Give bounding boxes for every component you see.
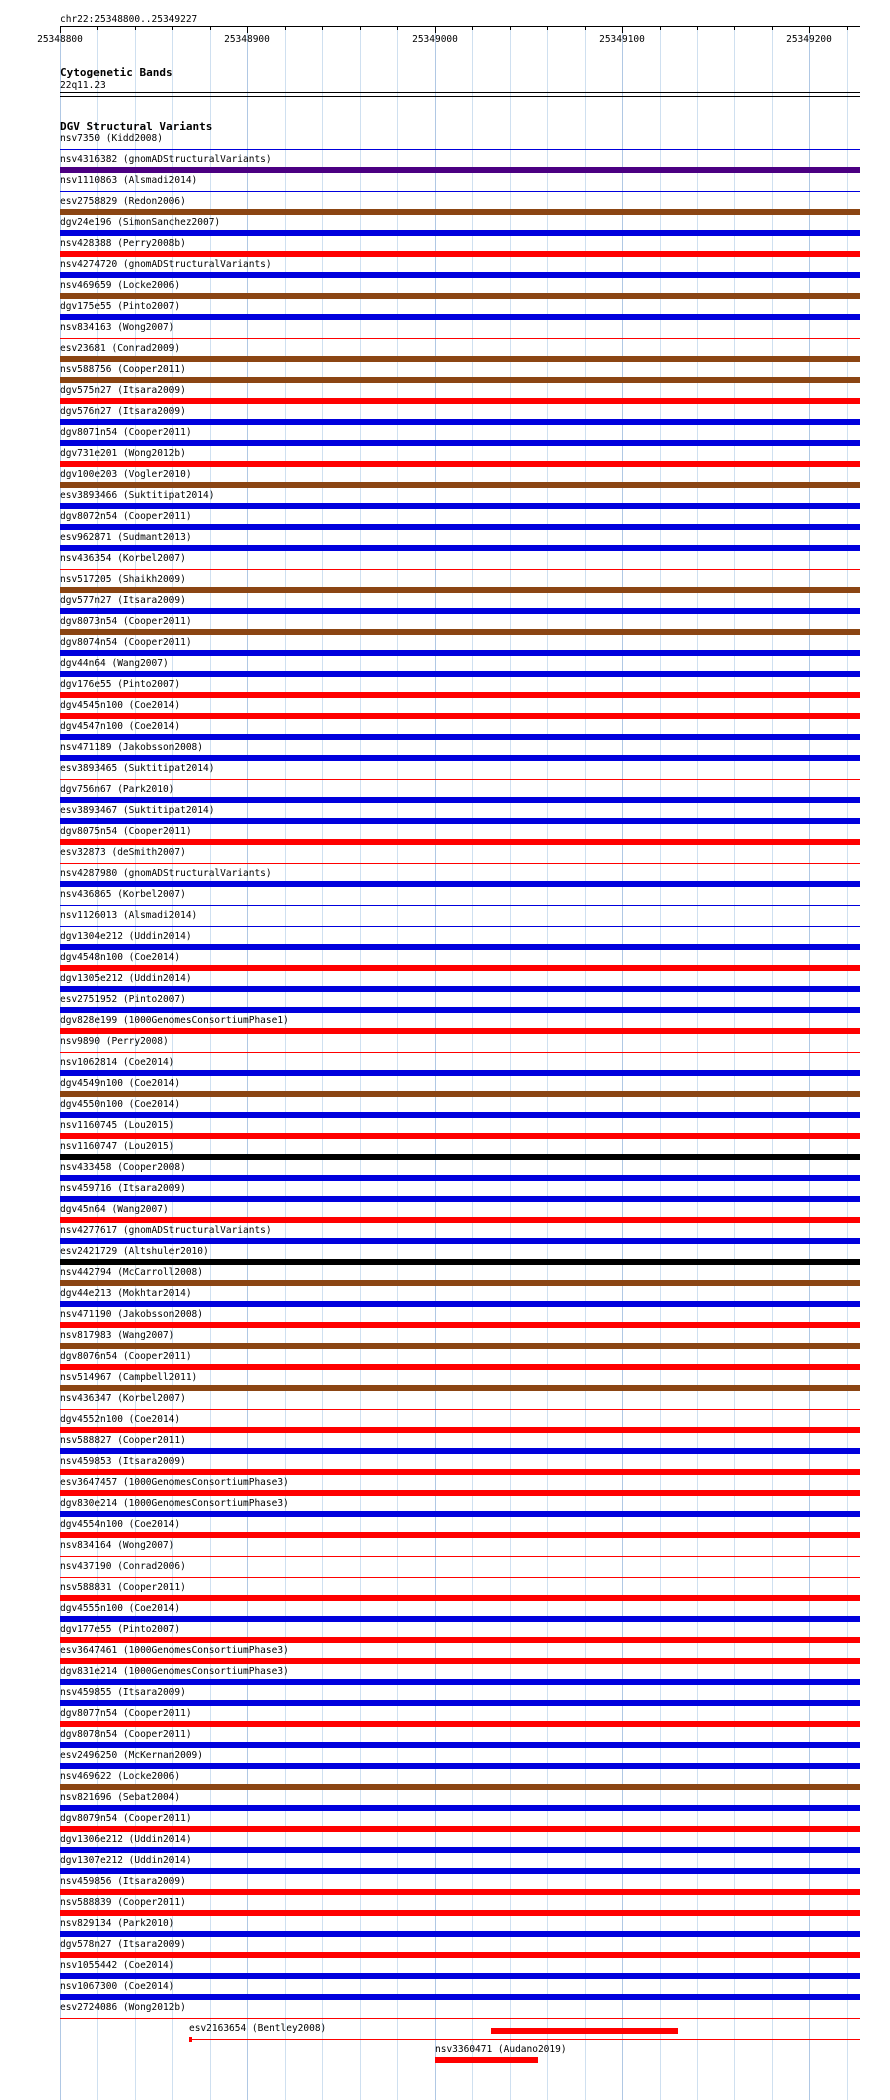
feature-line[interactable] [60,1409,860,1410]
feature-bar[interactable] [60,293,860,299]
feature-label[interactable]: dgv8078n54 (Cooper2011) [60,1729,192,1740]
feature-bar[interactable] [60,881,860,887]
feature-label[interactable]: nsv1110863 (Alsmadi2014) [60,175,198,186]
feature-label[interactable]: dgv8079n54 (Cooper2011) [60,1813,192,1824]
feature-line[interactable] [60,779,860,780]
feature-bar[interactable] [60,1154,860,1160]
feature-label[interactable]: nsv436354 (Korbel2007) [60,553,186,564]
feature-label[interactable]: nsv428388 (Perry2008b) [60,238,186,249]
feature-bar[interactable] [60,818,860,824]
feature-label[interactable]: nsv588756 (Cooper2011) [60,364,186,375]
feature-bar[interactable] [60,230,860,236]
feature-label[interactable]: nsv459856 (Itsara2009) [60,1876,186,1887]
feature-label[interactable]: dgv1307e212 (Uddin2014) [60,1855,192,1866]
feature-label[interactable]: dgv4555n100 (Coe2014) [60,1603,181,1614]
feature-bar[interactable] [60,251,860,257]
feature-bar[interactable] [60,1973,860,1979]
feature-label[interactable]: esv32873 (deSmith2007) [60,847,186,858]
feature-bar[interactable] [60,1784,860,1790]
feature-bar[interactable] [60,1133,860,1139]
feature-bar[interactable] [60,587,860,593]
feature-label[interactable]: dgv1305e212 (Uddin2014) [60,973,192,984]
feature-label[interactable]: esv2751952 (Pinto2007) [60,994,186,1005]
feature-label[interactable]: dgv8077n54 (Cooper2011) [60,1708,192,1719]
feature-label[interactable]: dgv176e55 (Pinto2007) [60,679,181,690]
feature-bar[interactable] [60,1910,860,1916]
feature-label[interactable]: dgv577n27 (Itsara2009) [60,595,186,606]
feature-bar[interactable] [60,608,860,614]
feature-label[interactable]: esv3893466 (Suktitipat2014) [60,490,215,501]
feature-label[interactable]: dgv731e201 (Wong2012b) [60,448,186,459]
feature-bar[interactable] [60,1070,860,1076]
feature-label[interactable]: dgv177e55 (Pinto2007) [60,1624,181,1635]
feature-label[interactable]: nsv829134 (Park2010) [60,1918,175,1929]
feature-bar[interactable] [60,1889,860,1895]
ruler-tick-label: 25348900 [224,34,270,45]
ruler-tick [585,26,586,30]
cytoband-line-bottom [60,96,860,97]
feature-label[interactable]: nsv471189 (Jakobsson2008) [60,742,203,753]
feature-bar[interactable] [60,377,860,383]
feature-bar[interactable] [60,1385,860,1391]
ruler-tick [660,26,661,30]
feature-label[interactable]: nsv821696 (Sebat2004) [60,1792,181,1803]
ruler-tick [172,26,173,30]
feature-label[interactable]: dgv1306e212 (Uddin2014) [60,1834,192,1845]
ruler-tick-label: 25349200 [786,34,832,45]
feature-label[interactable]: esv2724086 (Wong2012b) [60,2002,186,2013]
feature-label[interactable]: esv2163654 (Bentley2008) [189,2023,327,2034]
feature-label[interactable]: dgv44n64 (Wang2007) [60,658,169,669]
feature-label[interactable]: esv2496250 (McKernan2009) [60,1750,203,1761]
feature-line[interactable] [60,191,860,192]
ruler-tick [697,26,698,30]
feature-label[interactable]: nsv588831 (Cooper2011) [60,1582,186,1593]
feature-line[interactable] [60,149,860,150]
feature-bar[interactable] [60,1238,860,1244]
feature-bar[interactable] [60,1259,860,1265]
feature-bar[interactable] [60,1952,860,1958]
location-label: chr22:25348800..25349227 [60,14,198,25]
feature-bar[interactable] [60,545,860,551]
feature-label[interactable]: nsv834164 (Wong2007) [60,1540,175,1551]
feature-label[interactable]: esv3647461 (1000GenomesConsortiumPhase3) [60,1645,289,1656]
feature-bar[interactable] [60,1868,860,1874]
feature-label[interactable]: nsv4316382 (gnomADStructuralVariants) [60,154,272,165]
feature-line[interactable] [60,338,860,339]
cytoband-line-top [60,92,860,93]
feature-bar[interactable] [60,1028,860,1034]
feature-bar[interactable] [60,1427,860,1433]
feature-label[interactable]: nsv442794 (McCarroll2008) [60,1267,203,1278]
feature-label[interactable]: dgv831e214 (1000GenomesConsortiumPhase3) [60,1666,289,1677]
feature-bar[interactable] [60,692,860,698]
feature-label[interactable]: dgv4550n100 (Coe2014) [60,1099,181,1110]
ruler-tick [847,26,848,30]
feature-label[interactable]: nsv471190 (Jakobsson2008) [60,1309,203,1320]
ruler-tick [360,26,361,30]
feature-bar[interactable] [60,1364,860,1370]
feature-label[interactable]: nsv1126013 (Alsmadi2014) [60,910,198,921]
feature-label[interactable]: dgv8074n54 (Cooper2011) [60,637,192,648]
ruler-tick [510,26,511,30]
ruler-tick [472,26,473,30]
feature-bar[interactable] [60,650,860,656]
ruler-tick [247,26,248,33]
feature-label[interactable]: nsv1160745 (Lou2015) [60,1120,175,1131]
feature-bar[interactable] [60,356,860,362]
feature-bar[interactable] [60,1679,860,1685]
feature-bar[interactable] [60,1301,860,1307]
feature-bar[interactable] [491,2028,678,2034]
feature-label[interactable]: nsv588827 (Cooper2011) [60,1435,186,1446]
feature-label[interactable]: nsv1055442 (Coe2014) [60,1960,175,1971]
feature-bar[interactable] [189,2037,192,2042]
feature-label[interactable]: dgv828e199 (1000GenomesConsortiumPhase1) [60,1015,289,1026]
feature-label[interactable]: dgv8075n54 (Cooper2011) [60,826,192,837]
feature-bar[interactable] [60,797,860,803]
feature-label[interactable]: dgv578n27 (Itsara2009) [60,1939,186,1950]
feature-bar[interactable] [60,1658,860,1664]
feature-bar[interactable] [60,1847,860,1853]
feature-bar[interactable] [60,209,860,215]
ruler-tick [435,26,436,33]
feature-bar[interactable] [60,482,860,488]
feature-label[interactable]: dgv4545n100 (Coe2014) [60,700,181,711]
ruler-tick [135,26,136,30]
feature-label[interactable]: dgv175e55 (Pinto2007) [60,301,181,312]
feature-label[interactable]: esv3893465 (Suktitipat2014) [60,763,215,774]
feature-bar[interactable] [60,272,860,278]
feature-label[interactable]: dgv4549n100 (Coe2014) [60,1078,181,1089]
feature-label[interactable]: esv23681 (Conrad2009) [60,343,181,354]
feature-label[interactable]: dgv576n27 (Itsara2009) [60,406,186,417]
feature-bar[interactable] [60,1721,860,1727]
ruler-tick [397,26,398,30]
ruler-tick [809,26,810,33]
feature-label[interactable]: esv3647457 (1000GenomesConsortiumPhase3) [60,1477,289,1488]
feature-label[interactable]: nsv588839 (Cooper2011) [60,1897,186,1908]
feature-label[interactable]: nsv459716 (Itsara2009) [60,1183,186,1194]
feature-line[interactable] [60,863,860,864]
feature-bar[interactable] [60,1805,860,1811]
feature-bar[interactable] [60,1343,860,1349]
feature-label[interactable]: nsv4277617 (gnomADStructuralVariants) [60,1225,272,1236]
feature-label[interactable]: nsv9890 (Perry2008) [60,1036,169,1047]
feature-label[interactable]: dgv8071n54 (Cooper2011) [60,427,192,438]
feature-bar[interactable] [435,2057,538,2063]
feature-label[interactable]: dgv100e203 (Vogler2010) [60,469,192,480]
ruler-tick [622,26,623,33]
feature-label[interactable]: nsv469659 (Locke2006) [60,280,181,291]
feature-bar[interactable] [60,1616,860,1622]
feature-bar[interactable] [60,419,860,425]
feature-label[interactable]: nsv4287980 (gnomADStructuralVariants) [60,868,272,879]
feature-label[interactable]: esv962871 (Sudmant2013) [60,532,192,543]
feature-label[interactable]: esv3893467 (Suktitipat2014) [60,805,215,816]
feature-label[interactable]: dgv45n64 (Wang2007) [60,1204,169,1215]
feature-label[interactable]: nsv1067300 (Coe2014) [60,1981,175,1992]
ruler-tick [210,26,211,30]
feature-bar[interactable] [60,1091,860,1097]
feature-label[interactable]: dgv4552n100 (Coe2014) [60,1414,181,1425]
feature-bar[interactable] [60,398,860,404]
feature-label[interactable]: dgv575n27 (Itsara2009) [60,385,186,396]
feature-bar[interactable] [60,440,860,446]
feature-label[interactable]: nsv1160747 (Lou2015) [60,1141,175,1152]
feature-label[interactable]: esv2421729 (Altshuler2010) [60,1246,209,1257]
feature-bar[interactable] [60,713,860,719]
feature-label[interactable]: nsv459853 (Itsara2009) [60,1456,186,1467]
feature-line[interactable] [60,1556,860,1557]
feature-bar[interactable] [60,1175,860,1181]
feature-bar[interactable] [60,1112,860,1118]
feature-bar[interactable] [60,167,860,173]
feature-bar[interactable] [60,839,860,845]
feature-bar[interactable] [60,1994,860,2000]
feature-label[interactable]: nsv517205 (Shaikh2009) [60,574,186,585]
ruler-tick [60,26,61,33]
feature-bar[interactable] [60,1490,860,1496]
ruler-tick-label: 25349000 [412,34,458,45]
feature-label[interactable]: esv2758829 (Redon2006) [60,196,186,207]
feature-label[interactable]: dgv8073n54 (Cooper2011) [60,616,192,627]
feature-line[interactable] [60,1052,860,1053]
feature-bar[interactable] [60,1637,860,1643]
feature-line[interactable] [60,2018,860,2019]
feature-label[interactable]: nsv834163 (Wong2007) [60,322,175,333]
feature-bar[interactable] [60,314,860,320]
feature-bar[interactable] [60,1196,860,1202]
feature-bar[interactable] [60,734,860,740]
feature-label[interactable]: nsv436347 (Korbel2007) [60,1393,186,1404]
feature-line[interactable] [60,1577,860,1578]
ruler-axis [60,26,860,27]
ruler-tick [547,26,548,30]
feature-label[interactable]: nsv436865 (Korbel2007) [60,889,186,900]
feature-label[interactable]: nsv4274720 (gnomADStructuralVariants) [60,259,272,270]
feature-label[interactable]: dgv830e214 (1000GenomesConsortiumPhase3) [60,1498,289,1509]
feature-line[interactable] [60,926,860,927]
ruler-tick [734,26,735,30]
feature-bar[interactable] [60,1931,860,1937]
feature-bar[interactable] [60,1280,860,1286]
feature-bar[interactable] [60,1532,860,1538]
feature-label[interactable]: nsv469622 (Locke2006) [60,1771,181,1782]
dgv-track-title[interactable]: DGV Structural Variants [60,120,213,133]
feature-bar[interactable] [60,1448,860,1454]
feature-bar[interactable] [60,461,860,467]
ruler-tick-label: 25348800 [37,34,83,45]
feature-label[interactable]: dgv24e196 (SimonSanchez2007) [60,217,221,228]
feature-bar[interactable] [60,629,860,635]
feature-bar[interactable] [60,1469,860,1475]
feature-line[interactable] [60,905,860,906]
feature-label[interactable]: nsv7350 (Kidd2008) [60,133,163,144]
feature-label[interactable]: nsv1062814 (Coe2014) [60,1057,175,1068]
feature-bar[interactable] [60,671,860,677]
cytoband-track-title[interactable]: Cytogenetic Bands [60,66,173,79]
feature-label[interactable]: nsv514967 (Campbell2011) [60,1372,198,1383]
feature-bar[interactable] [60,1742,860,1748]
feature-bar[interactable] [60,1763,860,1769]
feature-bar[interactable] [60,1217,860,1223]
ruler-tick [322,26,323,30]
feature-bar[interactable] [60,986,860,992]
feature-label[interactable]: nsv817983 (Wang2007) [60,1330,175,1341]
feature-label[interactable]: dgv4547n100 (Coe2014) [60,721,181,732]
feature-label[interactable]: dgv756n67 (Park2010) [60,784,175,795]
feature-label[interactable]: dgv4554n100 (Coe2014) [60,1519,181,1530]
feature-label[interactable]: nsv433458 (Cooper2008) [60,1162,186,1173]
feature-bar[interactable] [60,524,860,530]
feature-label[interactable]: nsv437190 (Conrad2006) [60,1561,186,1572]
feature-bar[interactable] [60,1595,860,1601]
cytoband-label[interactable]: 22q11.23 [60,80,106,91]
ruler-tick [285,26,286,30]
feature-label[interactable]: dgv1304e212 (Uddin2014) [60,931,192,942]
feature-bar[interactable] [60,944,860,950]
feature-bar[interactable] [60,1007,860,1013]
ruler-tick [97,26,98,30]
feature-line[interactable] [189,2039,860,2040]
feature-bar[interactable] [60,1826,860,1832]
ruler-tick [772,26,773,30]
feature-label[interactable]: nsv459855 (Itsara2009) [60,1687,186,1698]
feature-bar[interactable] [60,1511,860,1517]
feature-bar[interactable] [60,965,860,971]
feature-bar[interactable] [60,1700,860,1706]
ruler-tick-label: 25349100 [599,34,645,45]
feature-bar[interactable] [60,755,860,761]
feature-bar[interactable] [60,1322,860,1328]
feature-label[interactable]: dgv8072n54 (Cooper2011) [60,511,192,522]
feature-bar[interactable] [60,503,860,509]
feature-line[interactable] [60,569,860,570]
feature-label[interactable]: dgv44e213 (Mokhtar2014) [60,1288,192,1299]
feature-label[interactable]: dgv8076n54 (Cooper2011) [60,1351,192,1362]
feature-label[interactable]: dgv4548n100 (Coe2014) [60,952,181,963]
feature-label[interactable]: nsv3360471 (Audano2019) [435,2044,567,2055]
